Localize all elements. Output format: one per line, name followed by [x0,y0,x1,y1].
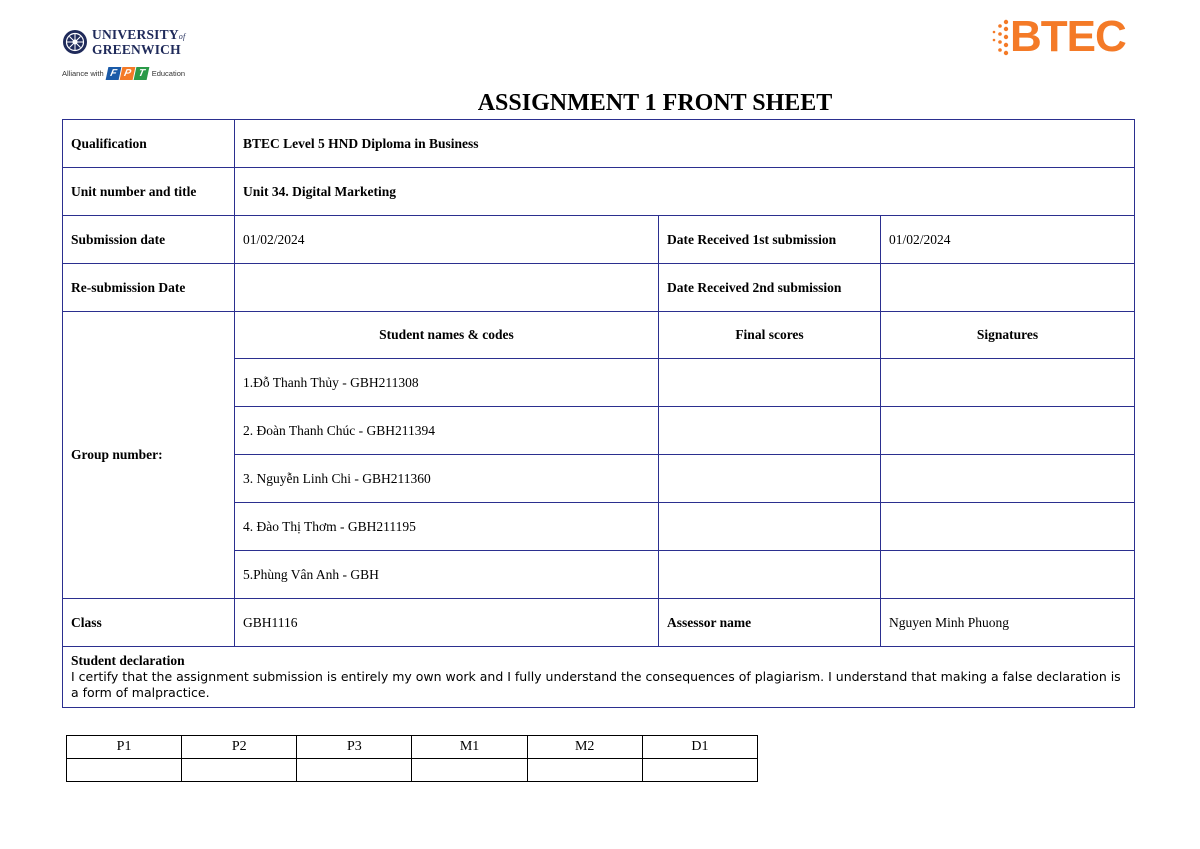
received-1st-label: Date Received 1st submission [659,216,881,264]
grade-value-p2 [182,759,297,782]
class-value: GBH1116 [235,599,659,647]
qualification-row [63,120,1135,168]
received-2nd-label: Date Received 2nd submission [659,264,881,312]
grade-header-d1: D1 [642,736,757,759]
fpt-logo [107,67,149,80]
header-student-names: Student names & codes [235,312,659,359]
grade-value-m1 [412,759,527,782]
unit-value: Unit 34. Digital Marketing [235,168,1135,216]
grade-header-p2: P2 [182,736,297,759]
received-2nd-value [881,264,1135,312]
student-score [659,359,881,407]
student-name: 2. Đoàn Thanh Chúc - GBH211394 [235,407,659,455]
uog-line2: GREENWICH [92,42,181,57]
assessor-label: Assessor name [659,599,881,647]
student-score [659,455,881,503]
student-signature [881,359,1135,407]
student-name: 5.Phùng Vân Anh - GBH [235,551,659,599]
header-final-scores: Final scores [659,312,881,359]
student-signature [881,503,1135,551]
qualification-value: BTEC Level 5 HND Diploma in Business [235,120,1135,168]
class-label: Class [63,599,235,647]
submission-value: 01/02/2024 [235,216,659,264]
declaration-cell [63,647,1135,708]
fpt-alliance [62,67,202,80]
student-signature [881,455,1135,503]
student-name: 1.Đỗ Thanh Thủy - GBH211308 [235,359,659,407]
grade-value-m2 [527,759,642,782]
grade-value-d1 [642,759,757,782]
student-score [659,407,881,455]
declaration-title: Student declaration [71,653,185,668]
student-signature [881,551,1135,599]
group-number-label: Group number: [63,312,235,599]
assessor-value: Nguyen Minh Phuong [881,599,1135,647]
student-signature [881,407,1135,455]
student-name: 3. Nguyễn Linh Chi - GBH211360 [235,455,659,503]
header-signatures: Signatures [881,312,1135,359]
grades-value-row [67,759,758,782]
uog-of: of [178,32,186,41]
dots-icon [990,18,1012,58]
front-sheet-table [62,119,1135,708]
btec-logo [988,12,1148,64]
crest-icon [62,29,88,55]
resubmission-value [235,264,659,312]
unit-row [63,168,1135,216]
fpt-letter-f: F [105,67,121,80]
student-name: 4. Đào Thị Thơm - GBH211195 [235,503,659,551]
submission-row [63,216,1135,264]
page-title: ASSIGNMENT 1 FRONT SHEET [477,90,833,116]
grade-header-m1: M1 [412,736,527,759]
resubmission-label: Re-submission Date [63,264,235,312]
btec-wordmark: BTEC [1010,12,1126,61]
alliance-prefix: Alliance with [62,69,104,78]
unit-label: Unit number and title [63,168,235,216]
submission-label: Submission date [63,216,235,264]
grades-table [66,735,758,782]
resubmission-row [63,264,1135,312]
grade-value-p3 [297,759,412,782]
declaration-row [63,647,1135,708]
grades-header-row [67,736,758,759]
alliance-suffix: Education [151,69,186,78]
fpt-letter-p: P [119,67,135,80]
student-score [659,503,881,551]
class-row [63,599,1135,647]
grade-header-p3: P3 [297,736,412,759]
grade-header-p1: P1 [67,736,182,759]
student-score [659,551,881,599]
university-logo [62,28,202,92]
uog-line1: UNIVERSITY [92,27,179,42]
fpt-letter-t: T [133,67,149,80]
grade-value-p1 [67,759,182,782]
grade-header-m2: M2 [527,736,642,759]
declaration-body: I certify that the assignment submission is entirely my own work and I fully understand the consequences of plagiarism. I understand that making a false declaration is a form of malpractice. [71,669,1121,700]
qualification-label: Qualification [63,120,235,168]
group-header-row [63,312,1135,359]
received-1st-value: 01/02/2024 [881,216,1135,264]
